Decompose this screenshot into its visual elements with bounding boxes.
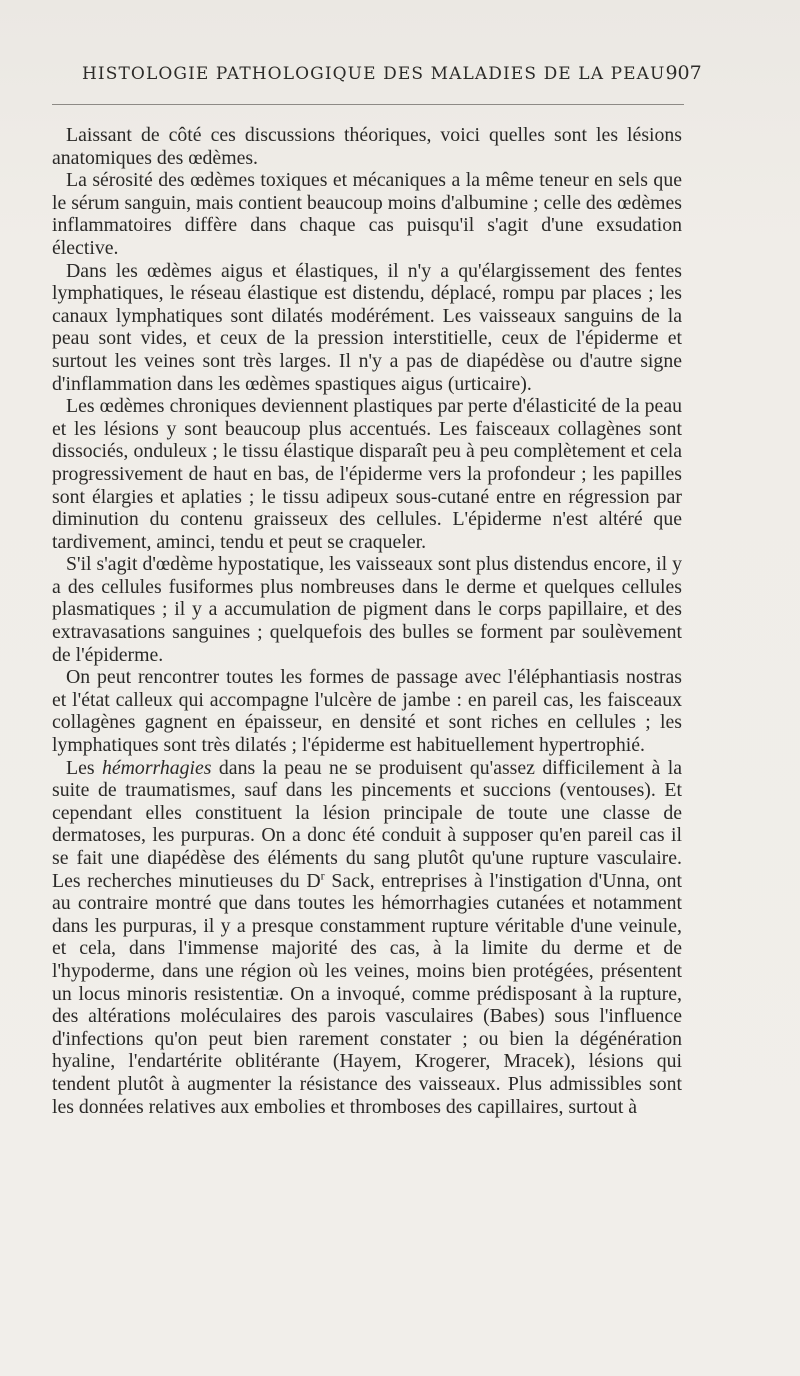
paragraph: La sérosité des œdèmes toxiques et mécaniques a la même teneur en sels que le sérum sanguin, mais contient beaucoup moins d'albumine ; celle des œdèmes inflammatoires diffère dans chaque cas puisqu'il s'agit d'une exsudation élective. (52, 169, 682, 259)
header-rule (52, 104, 684, 105)
paragraph-lead: Les (66, 756, 102, 779)
page-number: 907 (665, 62, 702, 84)
paragraph: On peut rencontrer toutes les formes de passage avec l'éléphantiasis nostras et l'état calleux qui accompagne l'ulcère de jambe : en pareil cas, les faisceaux collagènes gagnent en épaisseur, en densité et sont riches en cellules ; les lymphatiques sont très dilatés ; l'épiderme est habituellement hypertrophié. (52, 666, 682, 757)
body-text (52, 124, 682, 1118)
italic-term: hémorrhagies (101, 756, 212, 779)
superscript: r (320, 868, 325, 882)
paragraph: Dans les œdèmes aigus et élastiques, il n'y a qu'élargissement des fentes lymphatiques, le réseau élastique est distendu, déplacé, rompu par places ; les canaux lymphatiques sont dilatés modérément. Les vaisseaux sanguins de la peau sont vides, et ceux de la pression interstitielle, ceux de l'épiderme et surtout les veines sont très larges. Il n'y a pas de diapédèse ou d'autre signe d'inflammation dans les œdèmes spastiques aigus (urticaire). (52, 259, 682, 395)
paragraph: Les œdèmes chroniques deviennent plastiques par perte d'élasticité de la peau et les lésions y sont beaucoup plus accentués. Les faisceaux collagènes sont dissociés, onduleux ; le tissu élastique disparaît peu à peu complètement et cela progressivement de haut en bas, de l'épiderme vers la profondeur ; les papilles sont élargies et aplaties ; le tissu adipeux sous-cutané entre en régression par diminution du contenu graisseux des cellules. L'épiderme n'est altéré que tardivement, aminci, tendu et peut se craqueler. (52, 395, 682, 553)
paragraph-continuation: dans la peau ne se produisent qu'assez difficilement à la suite de traumatismes, sauf dans les pincements et succions (ventouses). Et cependant elles constituent la lésion principale de toute une classe de dermatoses, les purpuras. On a donc été conduit à supposer qu'en pareil cas il se fait une diapédèse des éléments du sang plutôt qu'une rupture vasculaire. Les recherches minutieuses du D (52, 756, 682, 892)
paragraph-hemorrhagies (52, 757, 682, 1119)
running-header (82, 62, 702, 88)
paragraph-continuation: Sack, entreprises à l'instigation d'Unna, ont au contraire montré que dans toutes les hémorrhagies cutanées et notamment dans les purpuras, il y a presque constamment rupture véritable d'une veinule, et cela, dans l'immense majorité des cas, à la limite du derme et de l'hypoderme, dans une région où les veines, moins bien protégées, présentent un locus minoris resistentiæ. On a invoqué, comme prédisposant à la rupture, des altérations moléculaires des parois vasculaires (Babes) sous l'influence d'infections qu'on peut bien rarement constater ; ou bien la dégénération hyaline, l'endartérite oblitérante (Hayem, Krogerer, Mracek), lésions qui tendent plutôt à augmenter la résistance des vaisseaux. Plus admissibles sont les données relatives aux embolies et thromboses des capillaires, surtout à (52, 869, 682, 1118)
header-title: HISTOLOGIE PATHOLOGIQUE DES MALADIES DE LA PEAU (82, 64, 666, 84)
paragraph: S'il s'agit d'œdème hypostatique, les vaisseaux sont plus distendus encore, il y a des cellules fusiformes plus nombreuses dans le derme et quelques cellules plasmatiques ; il y a accumulation de pigment dans le corps papillaire, et des extravasations sanguines ; quelquefois des bulles se forment par soulèvement de l'épiderme. (52, 553, 682, 666)
paragraph: Laissant de côté ces discussions théoriques, voici quelles sont les lésions anatomiques des œdèmes. (52, 124, 682, 169)
